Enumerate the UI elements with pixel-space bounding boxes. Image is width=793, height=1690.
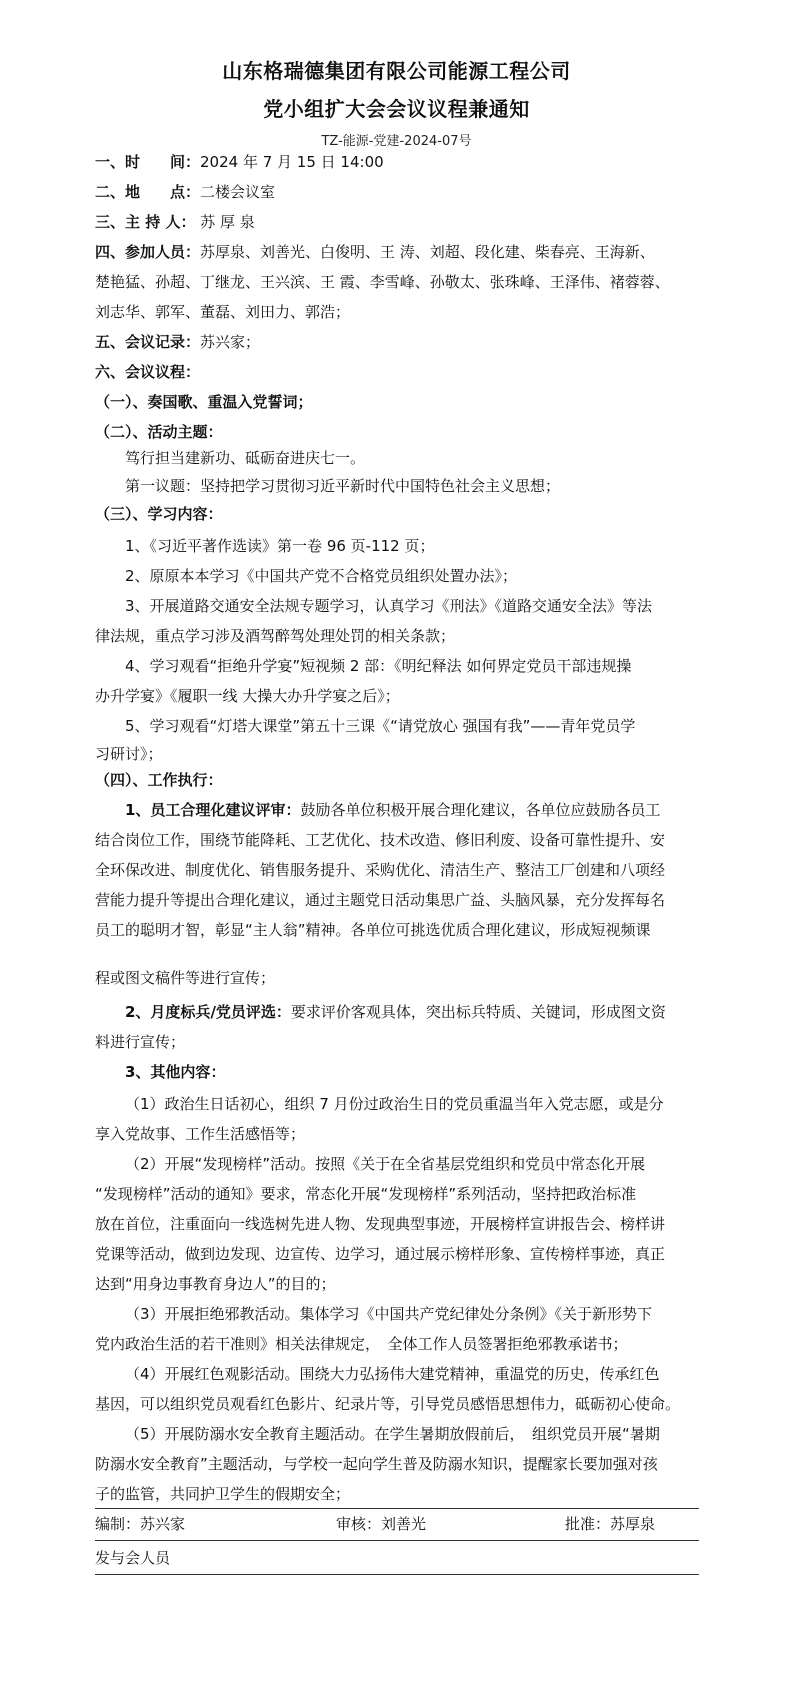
attendees-line-3: 刘志华、郭军、董磊、刘田力、郭浩； xyxy=(95,303,351,321)
recorder-row xyxy=(95,332,260,352)
place-row xyxy=(95,182,275,202)
distribution-field: 发与会人员 xyxy=(95,1549,171,1567)
section-1-heading: （一）、奏国歌、重温入党誓词； xyxy=(95,393,313,411)
attendees-line-2: 楚艳猛、孙超、丁继龙、王兴滨、王 霞、李雪峰、孙敬太、张珠峰、王泽伟、褚蓉蓉、 xyxy=(95,273,670,291)
approver-field: 批准：苏厚泉 xyxy=(565,1515,656,1533)
attendees-row xyxy=(95,242,655,262)
study-item-4-line-2: 办升学宴》《履职一线 大操大办升学宴之后》； xyxy=(95,687,400,705)
recorder-label: 五、会议记录： xyxy=(95,333,201,351)
editor-field: 编制：苏兴家 xyxy=(95,1515,186,1533)
section-2-heading: （二）、活动主题： xyxy=(95,423,223,441)
work-item-1-line-1 xyxy=(125,800,660,820)
time-value: 2024 年 7 月 15 日 14:00 xyxy=(200,153,384,171)
attendees-label: 四、参加人员： xyxy=(95,243,201,261)
study-item-1: 1、《习近平著作选读》第一卷 96 页-112 页； xyxy=(125,537,435,555)
host-row xyxy=(95,212,255,232)
attendees-line-1: 苏厚泉、刘善光、白俊明、王 涛、刘超、段化建、柴春亮、王海新、 xyxy=(200,243,655,261)
footer-middle-rule xyxy=(95,1540,699,1541)
work-item-1-title: 1、员工合理化建议评审： xyxy=(125,801,301,819)
work-item-1-line-3: 全环保改进、制度优化、销售服务提升、采购优化、清洁生产、整洁工厂创建和八项经 xyxy=(95,861,666,879)
host-value: 苏 厚 泉 xyxy=(195,213,255,231)
other-item-2-line-2: “发现榜样”活动的通知》要求，常态化开展“发现榜样”系列活动，坚持把政治标准 xyxy=(95,1185,637,1203)
section-3-heading: （三）、学习内容： xyxy=(95,505,223,523)
other-item-2-line-5: 达到“用身边事教育身边人”的目的； xyxy=(95,1275,336,1293)
work-item-2-text: 要求评价客观具体，突出标兵特质、关键词，形成图文资 xyxy=(290,1003,666,1021)
work-item-1-line-2: 结合岗位工作，围绕节能降耗、工艺优化、技术改造、修旧利废、设备可靠性提升、安 xyxy=(95,831,666,849)
other-item-2-line-4: 党课等活动，做到边发现、边宣传、边学习，通过展示榜样形象、宣传榜样事迹，真正 xyxy=(95,1245,666,1263)
place-value: 二楼会议室 xyxy=(200,183,276,201)
other-item-5-line-2: 防溺水安全教育”主题活动，与学校一起向学生普及防溺水知识，提醒家长要加强对孩 xyxy=(95,1455,658,1473)
work-item-1-line-5: 员工的聪明才智，彰显“主人翁”精神。各单位可挑选优质合理化建议，形成短视频课 xyxy=(95,921,651,939)
work-item-2-line-1 xyxy=(125,1002,666,1022)
footer-top-rule xyxy=(95,1508,699,1509)
other-item-2-line-3: 放在首位，注重面向一线选树先进人物、发现典型事迹，开展榜样宣讲报告会、榜样讲 xyxy=(95,1215,666,1233)
time-row xyxy=(95,152,384,172)
theme-line: 笃行担当建新功、砥砺奋进庆七一。 xyxy=(125,449,366,467)
other-item-4-line-2: 基因，可以组织党员观看红色影片、纪录片等，引导党员感悟思想伟力，砥砺初心使命。 xyxy=(95,1395,681,1413)
study-item-2: 2、原原本本学习《中国共产党不合格党员组织处置办法》； xyxy=(125,567,518,585)
footer-bottom-rule xyxy=(95,1574,699,1575)
place-label: 二、地 点： xyxy=(95,183,201,201)
company-title: 山东格瑞德集团有限公司能源工程公司 xyxy=(222,59,571,83)
study-item-3-line-2: 律法规，重点学习涉及酒驾醉驾处理处罚的相关条款； xyxy=(95,627,456,645)
work-item-2-line-2: 料进行宣传； xyxy=(95,1033,186,1051)
recorder-value: 苏兴家； xyxy=(200,333,261,351)
other-item-2-line-1: （2）开展“发现榜样”活动。按照《关于在全省基层党组织和党员中常态化开展 xyxy=(125,1155,646,1173)
reviewer-field: 审核：刘善光 xyxy=(336,1515,427,1533)
study-item-4-line-1: 4、学习观看“拒绝升学宴”短视频 2 部：《明纪释法 如何界定党员干部违规操 xyxy=(125,657,632,675)
study-item-5-line-2: 习研讨》； xyxy=(95,745,163,763)
work-item-1-line-6: 程或图文稿件等进行宣传； xyxy=(95,969,276,987)
work-item-1-text: 鼓励各单位积极开展合理化建议，各单位应鼓励各员工 xyxy=(300,801,661,819)
work-item-1-line-4: 营能力提升等提出合理化建议，通过主题党日活动集思广益、头脑风暴，充分发挥每名 xyxy=(95,891,666,909)
other-item-1-line-2: 享入党故事、工作生活感悟等； xyxy=(95,1125,306,1143)
agenda-heading: 六、会议议程： xyxy=(95,363,201,381)
work-item-2-title: 2、月度标兵/党员评选： xyxy=(125,1003,291,1021)
time-label: 一、时 间： xyxy=(95,153,201,171)
other-item-5-line-3: 子的监管，共同护卫学生的假期安全； xyxy=(95,1485,351,1503)
work-item-3-title: 3、其他内容： xyxy=(125,1063,226,1081)
other-item-5-line-1: （5）开展防溺水安全教育主题活动。在学生暑期放假前后， 组织党员开展“暑期 xyxy=(125,1425,660,1443)
document-number: TZ-能源-党建-2024-07号 xyxy=(321,134,472,149)
first-topic-line: 第一议题：坚持把学习贯彻习近平新时代中国特色社会主义思想； xyxy=(125,477,561,495)
document-title: 党小组扩大会会议议程兼通知 xyxy=(263,97,530,121)
other-item-1-line-1: （1）政治生日话初心，组织 7 月份过政治生日的党员重温当年入党志愿，或是分 xyxy=(125,1095,664,1113)
other-item-4-line-1: （4）开展红色观影活动。围绕大力弘扬伟大建党精神，重温党的历史，传承红色 xyxy=(125,1365,660,1383)
section-4-heading: （四）、工作执行： xyxy=(95,771,223,789)
other-item-3-line-2: 党内政治生活的若干准则》相关法律规定， 全体工作人员签署拒绝邪教承诺书； xyxy=(95,1335,628,1353)
host-label: 三、主 持 人： xyxy=(95,213,196,231)
study-item-5-line-1: 5、学习观看“灯塔大课堂”第五十三课《“请党放心 强国有我”——青年党员学 xyxy=(125,717,636,735)
study-item-3-line-1: 3、开展道路交通安全法规专题学习，认真学习《刑法》《道路交通安全法》等法 xyxy=(125,597,653,615)
other-item-3-line-1: （3）开展拒绝邪教活动。集体学习《中国共产党纪律处分条例》《关于新形势下 xyxy=(125,1305,653,1323)
